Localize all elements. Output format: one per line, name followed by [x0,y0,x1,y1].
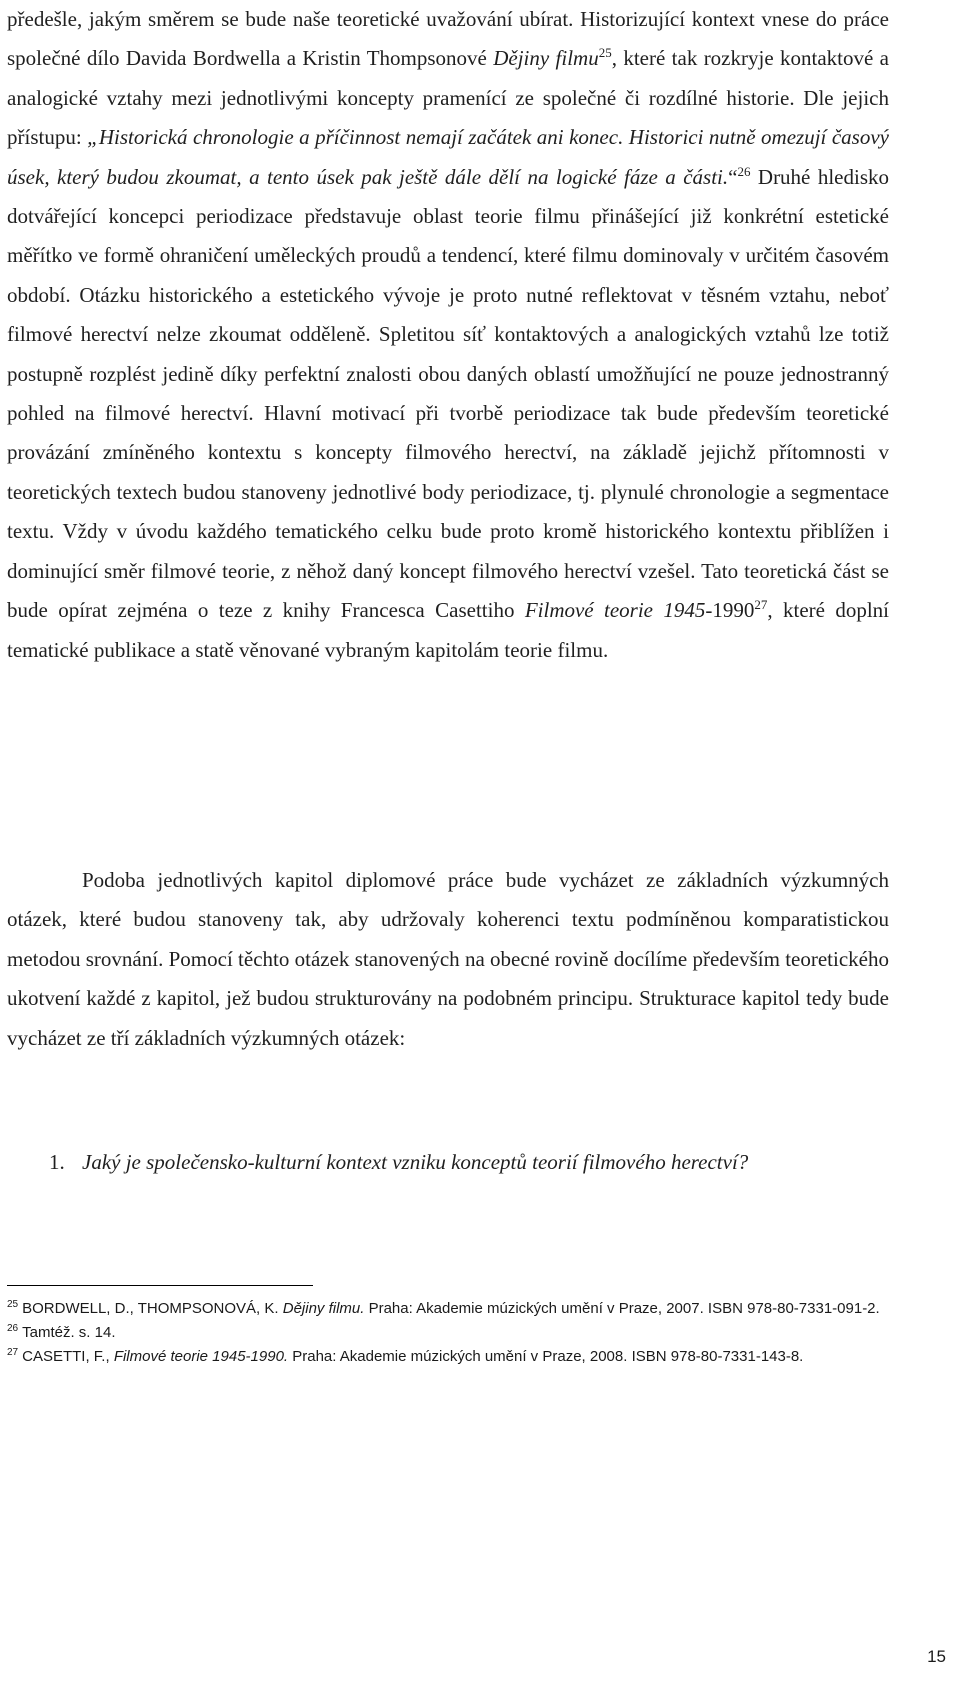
para1-text-2: , které tak rozkryje kontaktové a analogické vztahy mezi jednotlivými koncepty pramenící ze společné či rozdílné historie. Dle jejich přístupu: [7,46,890,150]
footnote-italic: Dějiny filmu. [282,1300,365,1317]
footnote-text: CASETTI, F., [22,1348,114,1365]
page-number: 15 [927,1647,946,1666]
body-paragraph-2: Podoba jednotlivých kapitol diplomové práce bude vycházet ze základních výzkumných otázek, které budou stanoveny tak, aby udržovaly koherenci textu podmíněnou komparatistickou metodou srovnání. Pomocí těchto otázek stanovených na obecné rovině docílíme především teoretického ukotvení každé z kapitol, jež budou strukturovány na podobném principu. Strukturace kapitol tedy bude vycházet ze tří základních výzkumných otázek: [7,868,889,1050]
footnote-text-rest: Praha: Akademie múzických umění v Praze, 2007. ISBN 978-80-7331-091-2. [364,1300,880,1317]
research-question-text: Jaký je společensko-kulturní kontext vzniku konceptů teorií filmového herectví? [82,1150,749,1174]
para1-text-3: Druhé hledisko dotvářející koncepci periodizace představuje oblast teorie filmu přinášející již konkrétní estetické měřítko ve formě ohraničení uměleckých proudů a tendencí, které filmu dominovaly v určitém časovém období. Otázku historického a estetického vývoje je proto nutné reflektovat v těsném vztahu, neboť filmové herectví nelze zkoumat odděleně. Spletitou síť kontaktových a analogických vztahů lze totiž postupně rozplést jedině díky perfektní znalosti obou daných oblastí umožňující ne pouze jednostranný pohled na filmové herectví. Hlavní motivací při tvorbě periodizace tak bude především teoretické provázání zmíněného kontextu s koncepty filmového herectví, na základě jejichž přítomnosti v teoretických textech budou stanoveny jednotlivé body periodizace, tj. plynulé chronologie a segmentace textu. Vždy v úvodu každého tematického celku bude proto kromě historického kontextu přiblížen i dominující směr filmové teorie, z něhož daný koncept filmového herectví vzešel. Tato teoretická část se bude opírat zejména o teze z knihy Francesca Casettiho [7,164,889,623]
footnote-ref-26[interactable]: 26 [737,163,751,179]
footnote-separator [7,1285,313,1286]
footnote-number: 26 [7,1323,19,1334]
footnote-text: Tamtéž. s. 14. [22,1324,116,1341]
footnotes [7,1297,889,1369]
footnote-26 [7,1321,889,1345]
list-number: 1. [49,1150,65,1174]
footnote-number: 27 [7,1347,19,1358]
footnote-27 [7,1345,889,1369]
footnote-number: 25 [7,1299,19,1310]
footnote-italic: Filmové teorie 1945-1990. [113,1348,289,1365]
footnote-25 [7,1297,889,1321]
research-question-item [49,1143,889,1182]
footnote-text: BORDWELL, D., THOMPSONOVÁ, K. [22,1300,283,1317]
footnote-text-rest: Praha: Akademie múzických umění v Praze, 2008. ISBN 978-80-7331-143-8. [288,1348,804,1365]
body-paragraph-1 [7,0,889,670]
para1-close-quote: “ [728,164,738,189]
para1-italic-title: Dějiny filmu [493,46,599,71]
para1-text-1: předešle, jakým směrem se bude naše teoretické uvažování ubírat. Historizující kontext vnese do práce společné dílo Davida Bordwella a Kristin Thompsonové [7,7,889,71]
para1-book-years: -1990 [705,598,755,623]
para1-quote: „Historická chronologie a příčinnost nemají začátek ani konec. Historici nutně omezují časový úsek, který budou zkoumat, a tento úsek pak ještě dále dělí na logické fáze a části. [7,125,889,189]
para1-text-4: , které doplní tematické publikace a statě věnované vybraným kapitolám teorie filmu. [7,598,889,662]
footnote-ref-25[interactable]: 25 [598,45,612,61]
para1-book-title: Filmové teorie 1945 [524,598,706,623]
footnote-ref-27[interactable]: 27 [754,597,768,613]
